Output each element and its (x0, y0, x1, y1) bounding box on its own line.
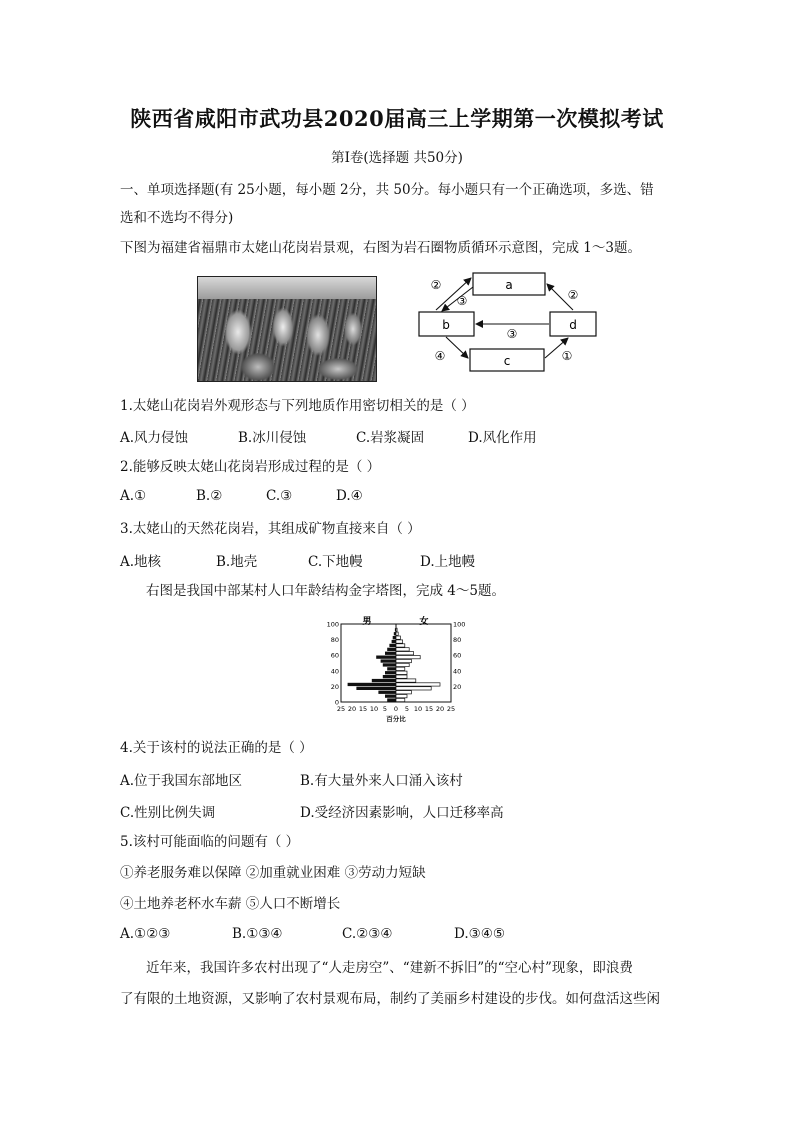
age-tick-right-40: 40 (453, 667, 462, 676)
q4-option-a[interactable]: A.位于我国东部地区 (120, 773, 243, 789)
female-bar-0-5 (396, 698, 405, 701)
percent-tick-1: 20 (347, 705, 357, 713)
q3-option-d[interactable]: D.上地幔 (420, 554, 476, 570)
male-bar-65-70 (387, 648, 396, 651)
female-bar-90-95 (396, 628, 397, 631)
arrow-label-1: ① (561, 349, 573, 363)
arrow-label-2-left: ② (430, 278, 442, 292)
q4-option-b[interactable]: B.有大量外来人口涌入该村 (300, 773, 463, 789)
male-bar-30-35 (383, 675, 396, 678)
female-bar-10-15 (396, 691, 411, 694)
question-5-items-1: ①养老服务难以保障 ②加重就业困难 ③劳动力短缺 (120, 865, 426, 881)
percent-tick-0: 25 (336, 705, 346, 713)
q2-option-c[interactable]: C.③ (266, 488, 293, 504)
q2-option-d[interactable]: D.④ (336, 488, 363, 504)
male-bar-70-75 (389, 644, 396, 647)
population-pyramid-chart (320, 616, 472, 724)
percent-tick-10: 25 (446, 705, 456, 713)
female-bar-20-25 (396, 683, 440, 686)
q5-option-b[interactable]: B.①③④ (232, 926, 283, 942)
female-bar-85-90 (396, 632, 398, 635)
age-tick-left-20: 20 (330, 682, 339, 691)
question-4-stem: 4.关于该村的说法正确的是（ ） (120, 740, 313, 756)
q1-option-a[interactable]: A.风力侵蚀 (120, 430, 189, 446)
context-line-1: 近年来，我国许多农村出现了“人走房空”、“建新不拆旧”的“空心村”现象，即浪费 (146, 960, 633, 976)
section-intro-line1: 一、单项选择题(有 25小题，每小题 2分，共 50分。每小题只有一个正确选项，多选、错 (120, 182, 654, 198)
q5-option-a[interactable]: A.①②③ (120, 926, 171, 942)
male-bar-0-5 (387, 698, 396, 701)
male-bar-75-80 (392, 640, 396, 643)
box-c-label: c (503, 354, 511, 368)
question-5-stem: 5.该村可能面临的问题有（ ） (120, 834, 300, 850)
age-tick-right-80: 80 (453, 636, 462, 645)
male-bar-45-50 (383, 663, 396, 666)
male-bar-5-10 (385, 695, 396, 698)
male-bar-25-30 (372, 679, 396, 682)
percent-tick-9: 20 (435, 705, 445, 713)
female-bar-70-75 (396, 644, 405, 647)
percent-ticks (337, 705, 455, 713)
male-bar-60-65 (385, 652, 396, 655)
male-bar-80-85 (393, 636, 396, 639)
pyramid-x-label: 百分比 (386, 715, 406, 723)
question-3-stem: 3.太姥山的天然花岗岩，其组成矿物直接来自（ ） (120, 521, 421, 537)
q5-option-c[interactable]: C.②③④ (342, 926, 393, 942)
percent-tick-4: 5 (382, 705, 388, 713)
percent-tick-7: 10 (413, 705, 423, 713)
age-tick-right-100: 100 (453, 620, 466, 629)
percent-tick-3: 10 (369, 705, 379, 713)
q4-option-c[interactable]: C.性别比例失调 (120, 805, 216, 821)
exam-title: 陕西省咸阳市武功县2020届高三上学期第一次模拟考试 (130, 106, 664, 131)
arrow-label-4: ④ (434, 349, 446, 363)
male-bar-35-40 (385, 671, 396, 674)
q1-option-b[interactable]: B.冰川侵蚀 (238, 430, 307, 446)
box-a-label: a (505, 278, 513, 292)
photo-sky (198, 277, 376, 299)
question-5-items-2: ④土地养老杯水车薪 ⑤人口不断增长 (120, 896, 341, 912)
box-b-label: b (442, 318, 450, 332)
arrow-label-2-right: ② (567, 288, 579, 302)
female-bar-35-40 (396, 671, 407, 674)
section-subtitle: 第Ⅰ卷(选择题 共50分) (331, 150, 463, 166)
q3-option-b[interactable]: B.地壳 (216, 554, 258, 570)
age-tick-left-100: 100 (326, 620, 339, 629)
question-2-stem: 2.能够反映太姥山花岗岩形成过程的是（ ） (120, 459, 381, 475)
male-bar-15-20 (356, 687, 396, 690)
age-tick-right-60: 60 (453, 651, 462, 660)
male-bar-50-55 (381, 659, 396, 662)
male-bar-40-45 (387, 667, 396, 670)
female-bar-60-65 (396, 652, 414, 655)
arrow-label-3-middle: ③ (506, 327, 518, 341)
age-tick-left-0: 0 (334, 698, 339, 707)
granite-landscape-photo (197, 276, 377, 382)
context-q1-3: 下图为福建省福鼎市太姥山花岗岩景观，右图为岩石圈物质循环示意图，完成 1～3题。 (120, 240, 641, 256)
q2-option-a[interactable]: A.① (120, 488, 147, 504)
q2-option-b[interactable]: B.② (196, 488, 223, 504)
percent-tick-2: 15 (358, 705, 368, 713)
female-bar-75-80 (396, 640, 403, 643)
female-bar-65-70 (396, 648, 409, 651)
age-ticks-left (327, 621, 339, 707)
pyramid-female-label: 女 (419, 617, 429, 627)
arrow-b-to-c (446, 337, 468, 358)
q4-option-d[interactable]: D.受经济因素影响，人口迁移率高 (300, 805, 504, 821)
context-q4-5: 右图是我国中部某村人口年龄结构金字塔图，完成 4～5题。 (146, 583, 505, 599)
male-bar-20-25 (348, 683, 396, 686)
female-bar-55-60 (396, 656, 420, 659)
context-line-2: 了有限的土地资源，又影响了农村景观布局，制约了美丽乡村建设的步伐。如何盘活这些闲 (120, 991, 660, 1007)
q1-option-d[interactable]: D.风化作用 (468, 430, 537, 446)
q3-option-c[interactable]: C.下地幔 (308, 554, 363, 570)
female-bar-80-85 (396, 636, 400, 639)
female-bar-30-35 (396, 675, 407, 678)
age-tick-left-80: 80 (330, 636, 339, 645)
section-intro-line2: 选和不选均不得分) (120, 210, 234, 226)
percent-tick-8: 15 (424, 705, 434, 713)
age-ticks-right (453, 621, 465, 691)
age-tick-left-40: 40 (330, 667, 339, 676)
female-bar-40-45 (396, 667, 405, 670)
age-tick-left-60: 60 (330, 651, 339, 660)
q3-option-a[interactable]: A.地核 (120, 554, 162, 570)
age-tick-right-20: 20 (453, 682, 462, 691)
female-bar-5-10 (396, 695, 407, 698)
percent-tick-5: 0 (393, 705, 399, 713)
male-bar-10-15 (378, 691, 396, 694)
pyramid-male-label: 男 (362, 617, 372, 627)
box-d-label: d (569, 318, 577, 332)
female-bar-15-20 (396, 687, 431, 690)
male-bar-55-60 (376, 656, 396, 659)
q5-option-d[interactable]: D.③④⑤ (454, 926, 505, 942)
question-1-stem: 1.太姥山花岗岩外观形态与下列地质作用密切相关的是（ ） (120, 398, 475, 414)
percent-tick-6: 5 (404, 705, 410, 713)
rock-cycle-diagram (416, 268, 600, 378)
q1-option-c[interactable]: C.岩浆凝固 (356, 430, 425, 446)
female-bar-45-50 (396, 663, 409, 666)
arrow-label-3-left: ③ (456, 294, 468, 308)
female-bar-25-30 (396, 679, 416, 682)
female-bar-50-55 (396, 659, 411, 662)
